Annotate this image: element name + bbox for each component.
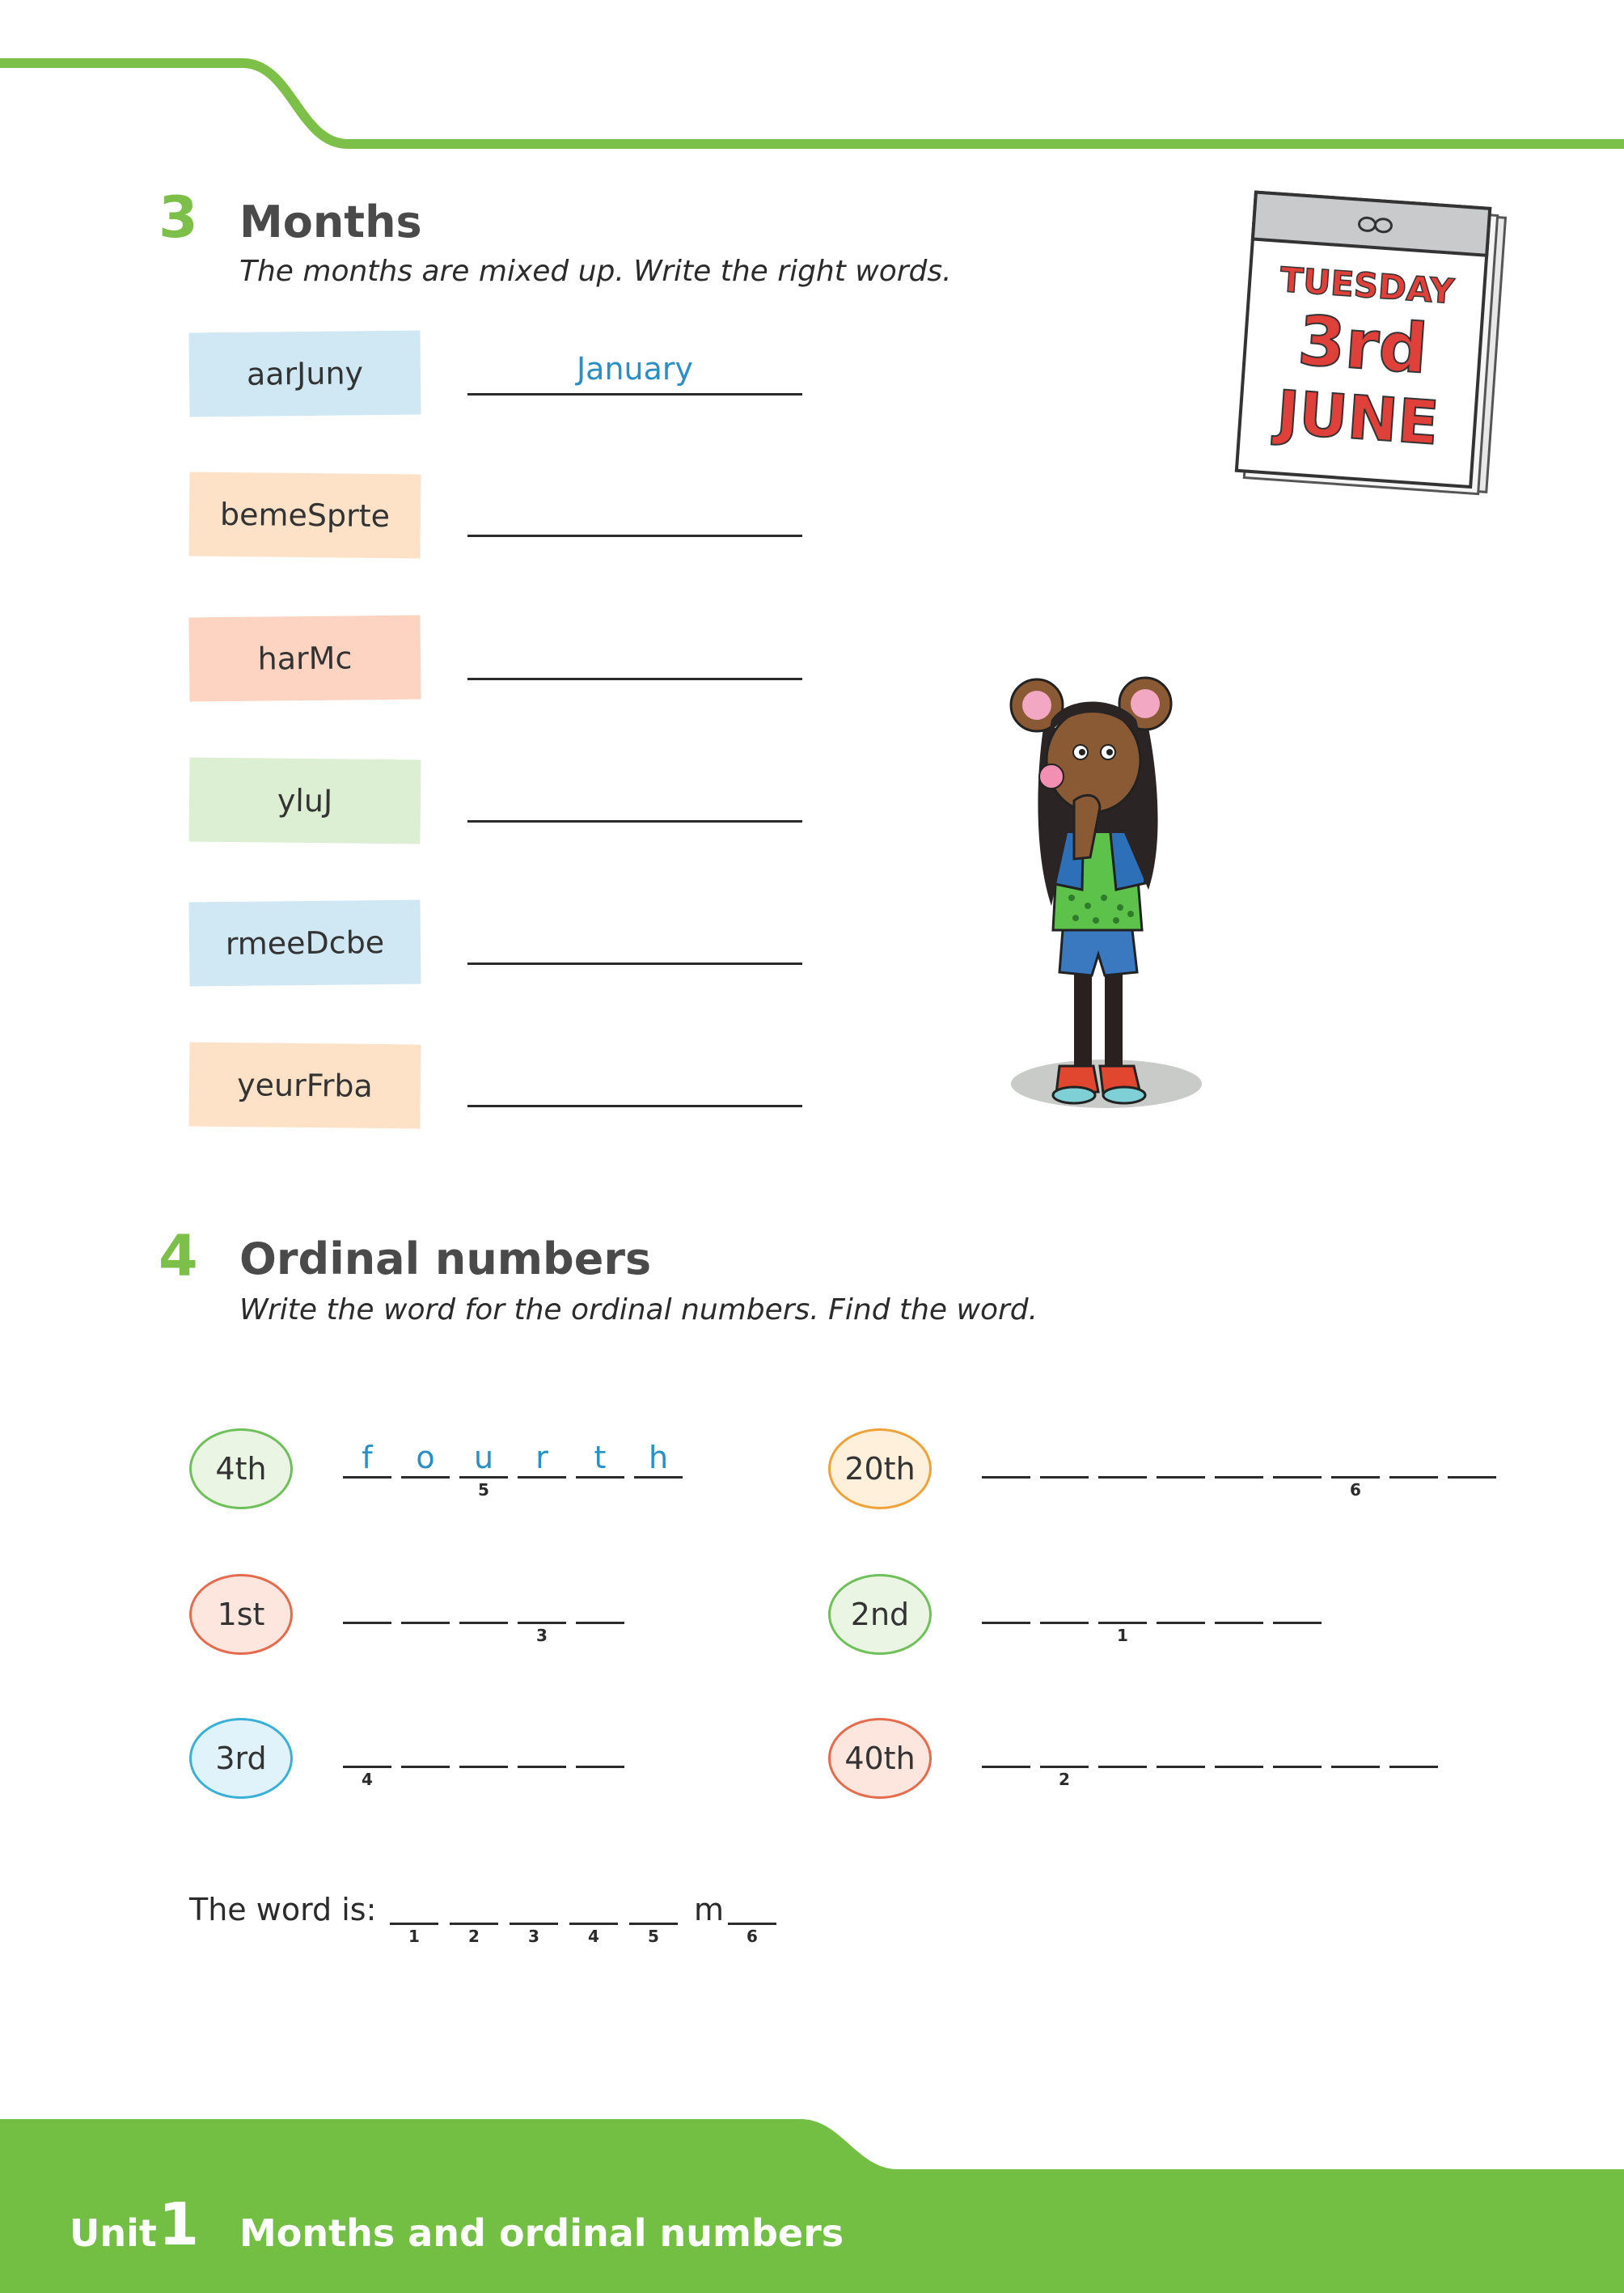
word-is-label: The word is: bbox=[189, 1892, 377, 1927]
ordinal-oval: 4th bbox=[189, 1428, 293, 1509]
letter-blank[interactable] bbox=[1273, 1729, 1322, 1768]
scrambled-month-tag: harMc bbox=[188, 616, 421, 702]
letter-blank[interactable] bbox=[1098, 1729, 1147, 1768]
scrambled-month-tag: rmeeDcbe bbox=[188, 900, 421, 987]
month-answer-line[interactable] bbox=[467, 678, 802, 680]
letter-blank[interactable] bbox=[634, 1440, 683, 1479]
letter-blank[interactable] bbox=[1157, 1440, 1205, 1479]
blank-letter: r bbox=[535, 1440, 548, 1475]
letter-blank[interactable] bbox=[401, 1729, 450, 1768]
letter-blank[interactable] bbox=[1273, 1585, 1322, 1624]
word-letter-index: 4 bbox=[588, 1927, 599, 1946]
mouse-girl-illustration bbox=[1003, 671, 1213, 1124]
letter-blank[interactable] bbox=[343, 1585, 391, 1624]
calendar-illustration bbox=[1229, 184, 1512, 508]
letter-blank[interactable] bbox=[518, 1585, 566, 1645]
footer-unit-number: 1 bbox=[159, 2190, 200, 2258]
letter-blank[interactable] bbox=[1040, 1729, 1089, 1789]
letter-index-mark: 2 bbox=[1059, 1770, 1070, 1789]
word-letter-blank[interactable] bbox=[629, 1886, 678, 1946]
blank-letter: u bbox=[473, 1440, 494, 1475]
blank-letter: h bbox=[648, 1440, 669, 1475]
section-3-number: 3 bbox=[159, 184, 198, 251]
scrambled-month-tag: yeurFrba bbox=[188, 1043, 421, 1129]
letter-blank[interactable] bbox=[1331, 1440, 1380, 1500]
letter-blank[interactable] bbox=[459, 1440, 508, 1500]
given-letter: m bbox=[694, 1892, 725, 1927]
month-answer-line[interactable] bbox=[467, 962, 802, 965]
letter-blank[interactable] bbox=[1040, 1440, 1089, 1479]
scrambled-month-tag: yluJ bbox=[188, 758, 421, 844]
letter-blank[interactable] bbox=[1215, 1440, 1263, 1479]
ordinal-oval: 2nd bbox=[828, 1574, 932, 1655]
header-band bbox=[0, 0, 1624, 162]
word-letter-index: 6 bbox=[746, 1927, 758, 1946]
letter-blank[interactable] bbox=[1098, 1585, 1147, 1645]
blank-letter: t bbox=[594, 1440, 607, 1475]
section-3-instruction: The months are mixed up. Write the right words. bbox=[239, 255, 952, 288]
footer-unit-title: Months and ordinal numbers bbox=[239, 2211, 844, 2255]
word-letter-index: 1 bbox=[408, 1927, 420, 1946]
letter-blank[interactable] bbox=[459, 1729, 508, 1768]
letter-blank[interactable] bbox=[343, 1440, 391, 1479]
word-letter-index: 2 bbox=[468, 1927, 480, 1946]
month-answer-line[interactable] bbox=[467, 535, 802, 537]
month-answer-line[interactable] bbox=[467, 393, 802, 396]
ordinal-oval: 3rd bbox=[189, 1718, 293, 1799]
letter-blank[interactable] bbox=[576, 1440, 624, 1479]
letter-index-mark: 4 bbox=[362, 1770, 373, 1789]
letter-blank[interactable] bbox=[982, 1729, 1030, 1768]
letter-blank[interactable] bbox=[576, 1585, 624, 1624]
letter-blank[interactable] bbox=[1157, 1729, 1205, 1768]
ordinal-oval: 20th bbox=[828, 1428, 932, 1509]
month-answer-line[interactable] bbox=[467, 1105, 802, 1107]
word-letter-blank[interactable] bbox=[510, 1886, 558, 1946]
section-3-title: Months bbox=[239, 197, 422, 247]
word-letter-blank[interactable] bbox=[390, 1886, 438, 1946]
letter-blank[interactable] bbox=[518, 1440, 566, 1479]
letter-index-mark: 1 bbox=[1117, 1626, 1128, 1645]
calendar-month: JUNE bbox=[1274, 378, 1441, 459]
letter-index-mark: 3 bbox=[536, 1626, 548, 1645]
letter-blank[interactable] bbox=[343, 1729, 391, 1789]
letter-blank[interactable] bbox=[1448, 1440, 1496, 1479]
letter-blank[interactable] bbox=[1215, 1729, 1263, 1768]
letter-blank[interactable] bbox=[1389, 1440, 1438, 1479]
footer-unit-label: Unit bbox=[70, 2211, 157, 2255]
ordinal-oval: 40th bbox=[828, 1718, 932, 1799]
letter-blank[interactable] bbox=[401, 1440, 450, 1479]
word-letter-index: 3 bbox=[528, 1927, 539, 1946]
scrambled-month-tag: aarJuny bbox=[188, 331, 421, 417]
letter-blank[interactable] bbox=[982, 1585, 1030, 1624]
month-answer-text[interactable]: January bbox=[576, 351, 694, 387]
letter-index-mark: 5 bbox=[478, 1480, 489, 1500]
word-letter-blank[interactable] bbox=[569, 1886, 618, 1946]
word-letter-blank[interactable] bbox=[450, 1886, 498, 1946]
month-answer-line[interactable] bbox=[467, 820, 802, 823]
letter-blank[interactable] bbox=[518, 1729, 566, 1768]
section-4-instruction: Write the word for the ordinal numbers. Find the word. bbox=[239, 1293, 1038, 1326]
letter-blank[interactable] bbox=[1157, 1585, 1205, 1624]
word-letter-index: 5 bbox=[648, 1927, 659, 1946]
scrambled-month-tag: bemeSprte bbox=[188, 472, 421, 559]
letter-blank[interactable] bbox=[1040, 1585, 1089, 1624]
section-4-number: 4 bbox=[159, 1223, 198, 1289]
letter-blank[interactable] bbox=[576, 1729, 624, 1768]
letter-blank[interactable] bbox=[1215, 1585, 1263, 1624]
letter-blank[interactable] bbox=[982, 1440, 1030, 1479]
ordinal-oval: 1st bbox=[189, 1574, 293, 1655]
footer-band bbox=[0, 2119, 1624, 2293]
calendar-day: TUESDAY bbox=[1279, 260, 1456, 311]
letter-blank[interactable] bbox=[1273, 1440, 1322, 1479]
section-4-title: Ordinal numbers bbox=[239, 1233, 652, 1284]
letter-blank[interactable] bbox=[1098, 1440, 1147, 1479]
letter-blank[interactable] bbox=[459, 1585, 508, 1624]
letter-blank[interactable] bbox=[1389, 1729, 1438, 1768]
blank-letter: f bbox=[362, 1440, 373, 1475]
blank-letter: o bbox=[416, 1440, 435, 1475]
letter-blank[interactable] bbox=[401, 1585, 450, 1624]
letter-blank[interactable] bbox=[1331, 1729, 1380, 1768]
calendar-date: 3rd bbox=[1295, 300, 1431, 389]
letter-index-mark: 6 bbox=[1350, 1480, 1361, 1500]
word-letter-blank[interactable] bbox=[728, 1886, 776, 1946]
